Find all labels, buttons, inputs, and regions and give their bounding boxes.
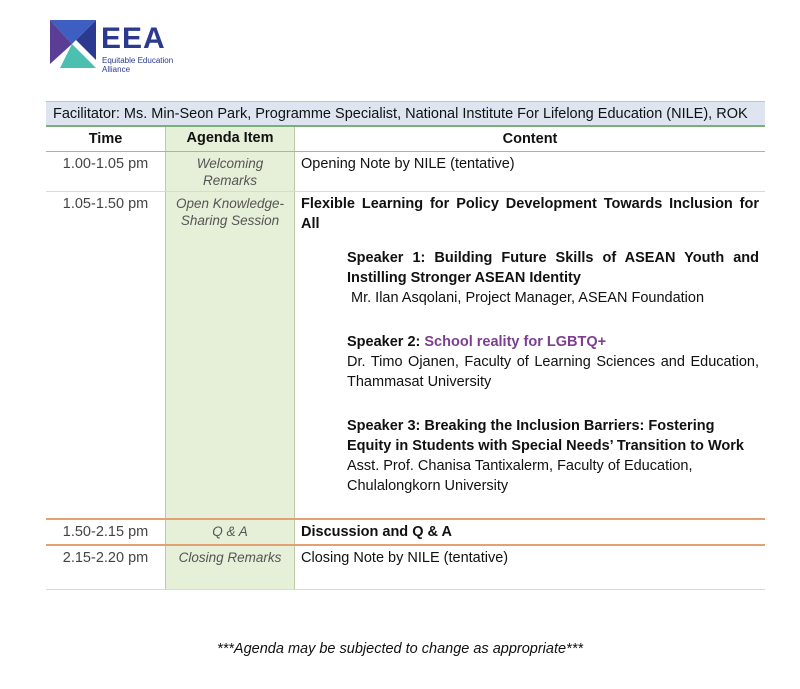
row-content <box>295 192 766 520</box>
speaker-1-label: Speaker 1: Building Future Skills of ASEAN Youth and Instilling Stronger ASEAN Identity <box>347 250 759 286</box>
header-time: Time <box>46 126 166 152</box>
facilitator-row <box>46 102 765 127</box>
table-row <box>46 545 765 590</box>
speaker-2 <box>347 332 759 392</box>
table-header <box>46 126 765 152</box>
speaker-3-label: Speaker 3: Breaking the Inclusion Barriers: Fostering Equity in Students with Special Needs’ Transition to Work <box>347 418 744 454</box>
speaker-3-title <box>347 416 759 456</box>
table-row <box>46 152 765 192</box>
row-content: Opening Note by NILE (tentative) <box>295 152 766 192</box>
row-time: 1.50-2.15 pm <box>46 519 166 545</box>
agenda-footnote: ***Agenda may be subjected to change as appropriate*** <box>217 641 583 657</box>
row-agenda-item: Q & A <box>166 519 295 545</box>
row-agenda-item: Closing Remarks <box>166 545 295 590</box>
row-time: 2.15-2.20 pm <box>46 545 166 590</box>
header-content: Content <box>295 126 766 152</box>
speaker-2-person: Dr. Timo Ojanen, Faculty of Learning Sciences and Education, Thammasat University <box>347 354 759 390</box>
speaker-2-highlight: School reality for LGBTQ+ <box>424 334 607 350</box>
speaker-1-person: Mr. Ilan Asqolani, Project Manager, ASEAN Foundation <box>351 290 705 306</box>
eea-logo <box>50 18 220 82</box>
speaker-3 <box>347 416 759 496</box>
row-agenda-item: Welcoming Remarks <box>166 152 295 192</box>
logo-wordmark: EEA <box>101 22 166 55</box>
speaker-2-title <box>347 332 759 352</box>
eea-logo-mark-icon <box>50 18 100 74</box>
row-content: Discussion and Q & A <box>295 519 766 545</box>
facilitator-text: Facilitator: Ms. Min-Seon Park, Programme Specialist, National Institute For Lifelong Education (NILE), ROK <box>46 102 765 127</box>
speaker-1 <box>347 248 759 308</box>
row-agenda-item: Open Knowledge-Sharing Session <box>166 192 295 520</box>
row-content: Closing Note by NILE (tentative) <box>295 545 766 590</box>
agenda-table <box>46 101 765 590</box>
row-time: 1.05-1.50 pm <box>46 192 166 520</box>
logo-subtitle: Equitable Education Alliance <box>102 56 174 74</box>
speaker-1-title <box>347 248 759 288</box>
speaker-3-person: Asst. Prof. Chanisa Tantixalerm, Faculty of Education, Chulalongkorn University <box>347 458 693 494</box>
table-row <box>46 519 765 545</box>
speaker-2-label: Speaker 2: <box>347 334 425 350</box>
row-time: 1.00-1.05 pm <box>46 152 166 192</box>
table-row <box>46 192 765 520</box>
session-title: Flexible Learning for Policy Development Towards Inclusion for All <box>301 196 759 232</box>
header-agenda-item: Agenda Item <box>166 126 295 152</box>
